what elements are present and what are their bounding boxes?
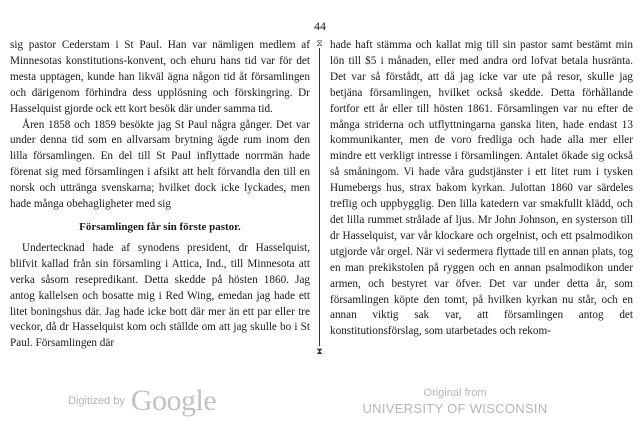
- google-logo: Google: [130, 384, 217, 417]
- divider-top-ornament-icon: ⧖: [316, 38, 323, 48]
- digitized-by-label: Digitized by: [68, 395, 125, 407]
- divider-bottom-ornament-icon: ⧗: [316, 346, 323, 356]
- original-from-label: Original from: [423, 387, 487, 399]
- original-from-watermark: [355, 386, 555, 418]
- divider-line: [319, 48, 320, 346]
- left-column: [10, 38, 310, 352]
- right-column: [330, 38, 633, 340]
- section-heading: Församlingen får sin förste pastor.: [79, 220, 241, 233]
- right-paragraph: hade haft stämma och kallat mig till sin pastor samt bestämt min lön till $5 i månaden, eller med andra ord lofvat betala husränta. Det var så förstådt, att då jag icke var ute på resor, skulle jag betjäna församlingen, hvilket också skedde. Detta förhållande fortfor ett år eller till hösten 1861. Församlingen var nu efter de många striderna och utflyttningarna ganska liten, hade endast 13 kommunikanter, men de voro fredliga och hade alla mer eller mindre ett verkligt intresse i församlingen. Antalet ökade sig också så småningom. Vi hade våra gudstjänster i ett litet rum i tysken Humebergs hus, strax bakom kyrkan. Julottan 1860 var särdeles treflig och uppbygglig. Den lilla katedern var smakfullt klädd, och det lilla rummet strålade af ljus. Mr John Johnson, en systerson till dr Hasselquist, var vår klockare och orgelnist, och ett psalmodikon utgjorde vår orgel. När vi sedermera flyttade till en annan plats, tog en man prekikstolen på ryggen och en annan psalmodikon under armen, och bestyret var öfver. Det var under detta år, som församlingen köpte den tomt, på hvilken kyrkan nu står, och en annan viktig sak var, att församlingen antog det konstitutionsförslag, som utarbetades och rekom-: [330, 39, 633, 338]
- left-paragraph-2: Åren 1858 och 1859 besökte jag St Paul några gånger. Det var under denna tid som en allvarsam brytning ägde rum inom den lilla församlingen. En del till St Paul inflyttade norrmän hade förenat sig med församlingen i afsikt att helt förvandla den till en norsk och uttränga svenskarna; hvilket dock icke lyckades, men hade många obehagligheter med sig: [10, 118, 310, 211]
- digitized-by-watermark: [68, 381, 216, 421]
- left-paragraph-3: Undertecknad hade af synodens president, dr Hasselquist, blifvit kallad från sin församling i Attica, Ind., till Minnesota att verka såsom resepredikant. Detta skedde på hösten 1860. Jag antog kallelsen och bosatte mig i Red Wing, emedan jag hade ett litet boningshus där. Jag hade icke bott där mer än ett par eller tre veckor, då dr Hasselquist kom och ställde om att jag skulle bo i St Paul. Församlingen där: [10, 241, 310, 350]
- university-label: UNIVERSITY OF WISCONSIN: [362, 401, 548, 416]
- page-number: 44: [314, 19, 326, 33]
- column-divider: [316, 38, 323, 356]
- left-paragraph-1: sig pastor Cederstam i St Paul. Han var nämligen medlem af Minnesotas konstitutions-konvent, och ehuru hans tid var för det mesta upptagen, kunde han likväl ägna någon tid åt församlingen och därigenom förhindra dess upplösning och förskingring. Dr Hasselquist gjorde ock ett kort besök där under samma tid.: [10, 39, 310, 115]
